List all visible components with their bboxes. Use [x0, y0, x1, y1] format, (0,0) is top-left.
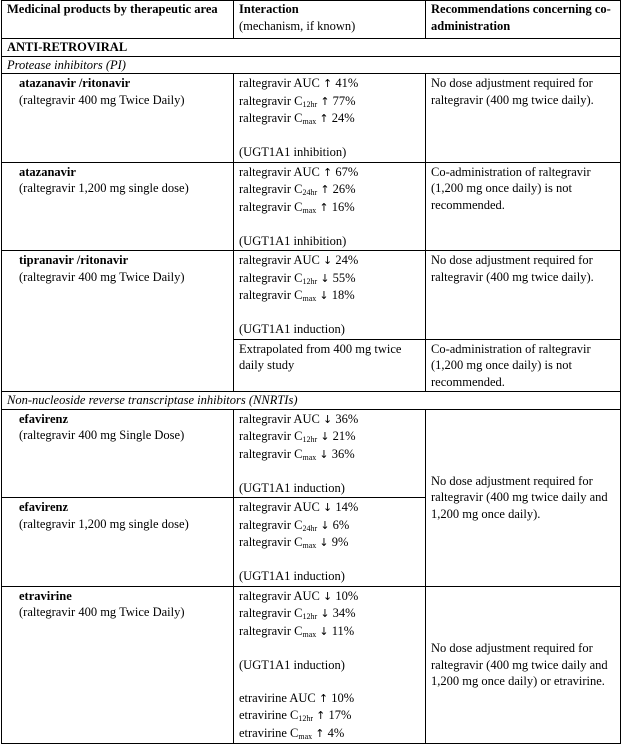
interaction-cell	[234, 162, 426, 251]
section-row	[2, 39, 621, 57]
drug-name: efavirenz	[19, 500, 69, 514]
subsection-nnrti: Non-nucleoside reverse transcriptase inhibitors (NNRTIs)	[2, 392, 621, 410]
arrow-icon: ↑	[319, 112, 329, 125]
arrow-icon: ↓	[323, 412, 333, 426]
arrow-icon: ↓	[320, 518, 330, 532]
c-line: raltegravir $C_{12hr}$ ↓ 34%	[239, 606, 356, 621]
cmax-line: raltegravir $C_{max}$ ↓ 18%	[239, 288, 355, 303]
product-cell	[2, 498, 234, 587]
arrow-icon: ↓	[319, 289, 329, 302]
recommendation-cell: No dose adjustment required for raltegravir (400 mg twice daily and 1,200 mg once daily).	[426, 409, 621, 586]
interaction-cell	[234, 251, 426, 340]
header-interaction	[234, 1, 426, 39]
arrow-icon: ↑	[320, 94, 330, 108]
table-row	[2, 586, 621, 744]
drug-name: efavirenz	[19, 411, 69, 426]
arrow-icon: ↑	[318, 691, 329, 705]
mechanism: (UGT1A1 inhibition)	[239, 145, 347, 159]
c-line: raltegravir $C_{12hr}$ ↑ 77%	[239, 93, 356, 109]
recommendation-cell: No dose adjustment required for raltegravir (400 mg twice daily).	[426, 74, 621, 163]
arrow-icon: ↓	[319, 447, 329, 461]
table-row	[2, 409, 621, 498]
table-row	[2, 162, 621, 251]
arrow-icon: ↑	[323, 165, 333, 179]
table-row	[2, 74, 621, 163]
interaction-cell-extrapolated: Extrapolated from 400 mg twice daily study	[234, 339, 426, 392]
drug-name: atazanavir /ritonavir	[19, 76, 131, 90]
mechanism: (UGT1A1 induction)	[239, 657, 345, 672]
auc-line: raltegravir AUC ↓ 36%	[239, 411, 359, 426]
arrow-icon: ↓	[323, 589, 333, 603]
arrow-icon: ↑	[320, 183, 330, 196]
product-cell	[2, 251, 234, 392]
subsection-pi: Protease inhibitors (PI)	[2, 56, 621, 74]
arrow-icon: ↓	[320, 430, 330, 443]
section-title: ANTI-RETROVIRAL	[2, 39, 621, 57]
interaction-cell	[234, 586, 426, 744]
auc-line: raltegravir AUC ↑ 41%	[239, 76, 359, 90]
arrow-icon: ↓	[323, 501, 333, 514]
cmax-line: raltegravir $C_{max}$ ↓ 9%	[239, 535, 349, 550]
c-line: raltegravir $C_{12hr}$ ↓ 55%	[239, 270, 356, 286]
drug-dose: (raltegravir 400 mg Single Dose)	[19, 428, 185, 442]
recommendation-cell: No dose adjustment required for raltegravir (400 mg twice daily).	[426, 251, 621, 340]
interaction-cell	[234, 498, 426, 587]
drug-dose: (raltegravir 400 mg Twice Daily)	[19, 92, 185, 107]
product-cell	[2, 162, 234, 251]
product-cell	[2, 74, 234, 163]
subsection-row	[2, 392, 621, 410]
auc-line: raltegravir AUC ↓ 10%	[239, 588, 359, 603]
subsection-row	[2, 56, 621, 74]
header-interaction-title: Interaction	[239, 2, 299, 16]
recommendation-cell: No dose adjustment required for raltegravir (400 mg twice daily and 1,200 mg once daily) or etravirine.	[426, 586, 621, 744]
arrow-icon: ↑	[315, 726, 325, 740]
auc-line: raltegravir AUC ↓ 14%	[239, 500, 359, 514]
etravirine-cmax-line: etravirine $C_{max}$ ↑ 4%	[239, 725, 345, 741]
arrow-icon: ↓	[320, 607, 330, 620]
recommendation-cell: Co-administration of raltegravir (1,200 mg once daily) is not recommended.	[426, 162, 621, 251]
mechanism: (UGT1A1 induction)	[239, 480, 345, 495]
arrow-icon: ↓	[320, 271, 330, 285]
etravirine-auc-line: etravirine AUC ↑ 10%	[239, 690, 355, 705]
mechanism: (UGT1A1 induction)	[239, 322, 345, 336]
arrow-icon: ↑	[323, 77, 333, 90]
cmax-line: raltegravir $C_{max}$ ↑ 24%	[239, 111, 355, 126]
product-cell	[2, 586, 234, 744]
arrow-icon: ↓	[319, 624, 329, 638]
etravirine-c-line: etravirine $C_{12hr}$ ↑ 17%	[239, 708, 352, 723]
c-line: raltegravir $C_{12hr}$ ↓ 21%	[239, 429, 356, 444]
header-row	[2, 1, 621, 39]
auc-line: raltegravir AUC ↓ 24%	[239, 253, 359, 267]
interaction-cell	[234, 74, 426, 163]
drug-dose: (raltegravir 1,200 mg single dose)	[19, 181, 189, 195]
drug-name: atazanavir	[19, 164, 76, 179]
mechanism: (UGT1A1 induction)	[239, 569, 345, 583]
interaction-table	[1, 0, 621, 744]
header-recommendations: Recommendations concerning co-administration	[426, 1, 621, 39]
table-row	[2, 251, 621, 340]
cmax-line: raltegravir $C_{max}$ ↓ 36%	[239, 446, 355, 462]
drug-name: etravirine	[19, 588, 72, 603]
drug-dose: (raltegravir 400 mg Twice Daily)	[19, 269, 185, 284]
arrow-icon: ↓	[319, 536, 329, 549]
product-cell	[2, 409, 234, 498]
arrow-icon: ↑	[316, 709, 326, 722]
mechanism: (UGT1A1 inhibition)	[239, 233, 347, 248]
recommendation-cell: Co-administration of raltegravir (1,200 mg once daily) is not recommended.	[426, 339, 621, 392]
cmax-line: raltegravir $C_{max}$ ↓ 11%	[239, 623, 355, 639]
c-line: raltegravir $C_{24hr}$ ↑ 26%	[239, 182, 356, 197]
drug-name: tipranavir /ritonavir	[19, 253, 129, 267]
cmax-line: raltegravir $C_{max}$ ↑ 16%	[239, 199, 355, 215]
drug-dose: (raltegravir 400 mg Twice Daily)	[19, 605, 185, 619]
header-products: Medicinal products by therapeutic area	[2, 1, 234, 39]
arrow-icon: ↓	[323, 254, 333, 267]
arrow-icon: ↑	[319, 200, 329, 214]
c-line: raltegravir $C_{24hr}$ ↓ 6%	[239, 517, 350, 533]
drug-dose: (raltegravir 1,200 mg single dose)	[19, 516, 189, 531]
interaction-cell	[234, 409, 426, 498]
header-interaction-sub: (mechanism, if known)	[239, 18, 356, 33]
auc-line: raltegravir AUC ↑ 67%	[239, 164, 359, 179]
